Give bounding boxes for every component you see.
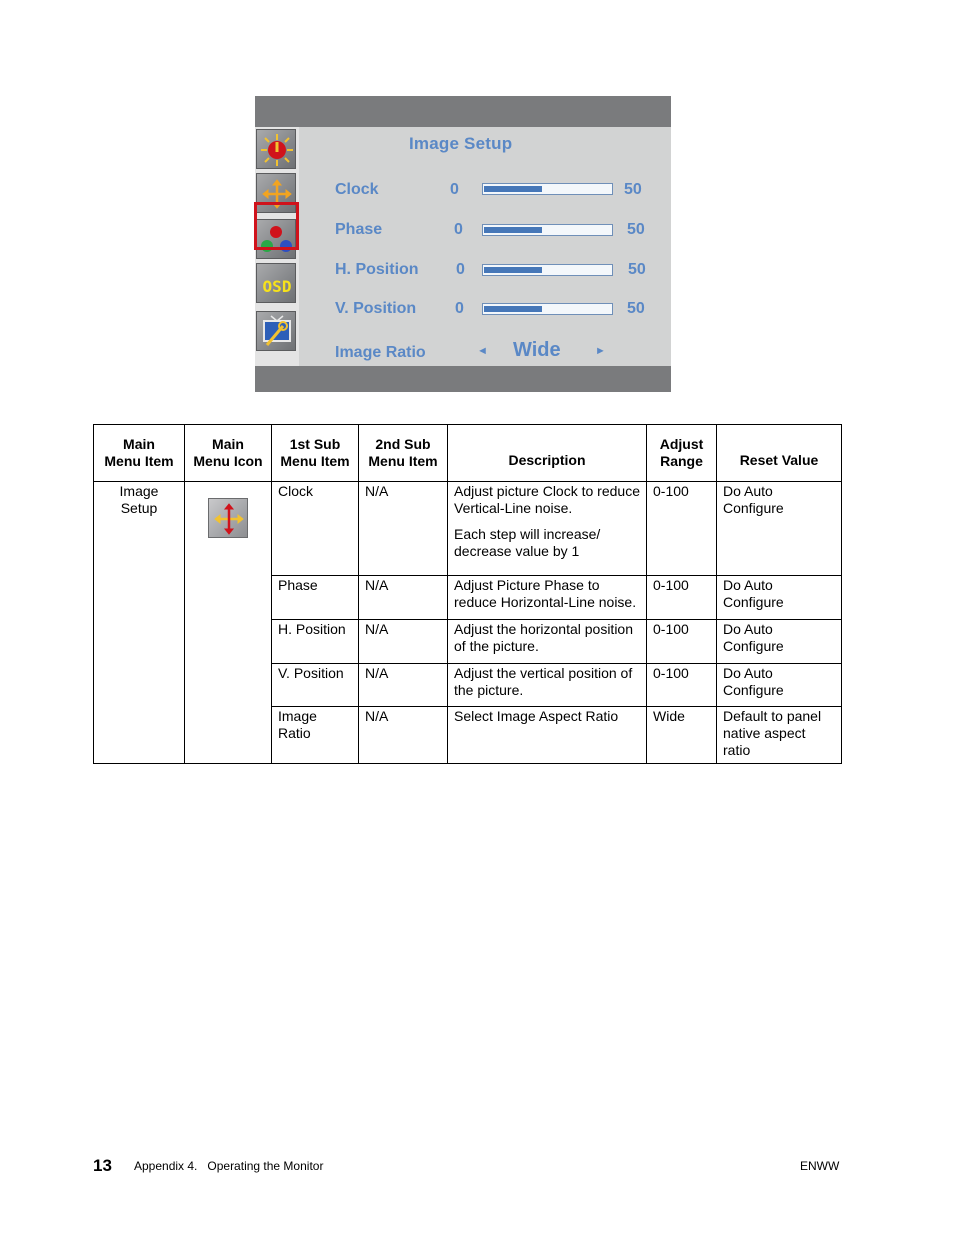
reset-text: Default to panel native aspect ratio	[723, 708, 822, 758]
table-header-row	[94, 425, 842, 482]
osd-h-position-slider[interactable]	[482, 264, 613, 276]
sub2-text: N/A	[365, 483, 389, 499]
main-menu-item-cell	[94, 482, 185, 764]
header-text: Description	[508, 451, 586, 468]
header-text: Range	[660, 453, 703, 469]
main-item-text: Image	[119, 483, 159, 499]
reset-text: Do Auto Configure	[723, 483, 784, 516]
osd-v-position-value: 50	[627, 300, 645, 317]
header-text: 2nd Sub	[375, 436, 431, 452]
reset-cell	[717, 664, 842, 707]
osd-top-bar	[255, 96, 671, 127]
sub2-cell	[359, 482, 448, 576]
reset-text: Do Auto Configure	[723, 621, 784, 654]
sub1-text: V. Position	[278, 665, 344, 681]
description-cell	[448, 707, 647, 764]
range-cell	[647, 576, 717, 620]
description-text: Adjust the horizontal position of the picture.	[454, 621, 633, 654]
osd-phase-slider[interactable]	[482, 224, 613, 236]
osd-image-ratio-label: Image Ratio	[335, 344, 426, 361]
range-cell	[647, 664, 717, 707]
range-text: Wide	[653, 708, 685, 724]
range-text: 0-100	[653, 577, 689, 593]
osd-v-position-slider-fill	[484, 306, 542, 312]
range-cell	[647, 620, 717, 664]
description-cell	[448, 664, 647, 707]
description-extra-text: Each step will increase/ decrease value by 1	[454, 526, 601, 559]
header-text: Adjust	[659, 436, 704, 452]
sub1-cell	[272, 576, 359, 620]
osd-h-position-min: 0	[456, 261, 465, 278]
menu-table	[93, 424, 842, 764]
range-cell	[647, 707, 717, 764]
main-item-text: Setup	[120, 500, 158, 516]
footer-section-title: Appendix 4. Operating the Monitor	[134, 1159, 324, 1173]
sub2-cell	[359, 620, 448, 664]
sub2-text: N/A	[365, 577, 389, 593]
header-text: Menu Item	[280, 453, 350, 469]
range-text: 0-100	[653, 621, 689, 637]
osd-h-position-value: 50	[628, 261, 646, 278]
sub1-text: Image Ratio	[278, 708, 317, 741]
description-text: Adjust Picture Phase to reduce Horizontal-Line noise.	[454, 577, 637, 610]
osd-phase-value: 50	[627, 221, 645, 238]
description-cell	[448, 482, 647, 576]
selected-icon-highlight	[254, 202, 299, 250]
sub2-cell	[359, 576, 448, 620]
description-text: Select Image Aspect Ratio	[454, 708, 619, 724]
brightness-icon[interactable]	[256, 129, 296, 169]
management-icon[interactable]	[256, 311, 296, 351]
description-text: Adjust the vertical position of the picture.	[454, 665, 633, 698]
sub2-text: N/A	[365, 665, 389, 681]
osd-clock-slider[interactable]	[482, 183, 613, 195]
reset-text: Do Auto Configure	[723, 577, 784, 610]
header-main-menu-icon	[185, 425, 272, 482]
page-number: 13	[93, 1156, 112, 1175]
header-text: Menu Icon	[193, 453, 263, 469]
range-text: 0-100	[653, 665, 689, 681]
sub1-cell	[272, 664, 359, 707]
header-text: Reset Value	[739, 451, 819, 468]
osd-ratio-left-arrow-icon[interactable]: ◄	[477, 345, 488, 357]
header-reset-value	[717, 425, 842, 482]
osd-screenshot	[255, 96, 671, 392]
osd-v-position-min: 0	[455, 300, 464, 317]
reset-cell	[717, 482, 842, 576]
header-description	[448, 425, 647, 482]
osd-clock-label: Clock	[335, 181, 379, 198]
osd-icon-text: OSD	[262, 277, 292, 296]
header-main-menu-item	[94, 425, 185, 482]
osd-v-position-label: V. Position	[335, 300, 417, 317]
header-text: 1st Sub	[289, 436, 341, 452]
header-text: Menu Item	[104, 453, 174, 469]
header-adjust-range	[647, 425, 717, 482]
osd-settings-icon[interactable]	[256, 263, 296, 303]
image-setup-icon	[208, 498, 248, 538]
osd-icon-column	[255, 127, 299, 366]
osd-clock-slider-fill	[484, 186, 542, 192]
sub1-text: Phase	[278, 577, 318, 593]
osd-ratio-right-arrow-icon[interactable]: ►	[595, 345, 606, 357]
sub2-cell	[359, 707, 448, 764]
reset-text: Do Auto Configure	[723, 665, 784, 698]
header-text: Menu Item	[368, 453, 438, 469]
osd-phase-min: 0	[454, 221, 463, 238]
sub1-cell	[272, 482, 359, 576]
sub1-cell	[272, 707, 359, 764]
osd-clock-min: 0	[450, 181, 459, 198]
range-text: 0-100	[653, 483, 689, 499]
osd-phase-slider-fill	[484, 227, 542, 233]
sub1-cell	[272, 620, 359, 664]
range-cell	[647, 482, 717, 576]
header-text: Main	[212, 436, 244, 452]
table-row	[94, 482, 842, 576]
header-2nd-sub-menu-item	[359, 425, 448, 482]
osd-image-ratio-value: Wide	[513, 339, 561, 361]
description-text: Adjust picture Clock to reduce Vertical-Line noise.	[454, 483, 640, 516]
sub1-text: H. Position	[278, 621, 346, 637]
osd-clock-value: 50	[624, 181, 642, 198]
reset-cell	[717, 620, 842, 664]
sub1-text: Clock	[278, 483, 314, 499]
osd-phase-label: Phase	[335, 221, 383, 238]
description-cell	[448, 620, 647, 664]
osd-bottom-bar	[255, 366, 671, 392]
osd-h-position-slider-fill	[484, 267, 542, 273]
main-menu-icon-cell	[185, 482, 272, 764]
osd-v-position-slider[interactable]	[482, 303, 613, 315]
osd-h-position-label: H. Position	[335, 261, 419, 278]
reset-cell	[717, 576, 842, 620]
header-1st-sub-menu-item	[272, 425, 359, 482]
sub2-text: N/A	[365, 708, 389, 724]
sub2-cell	[359, 664, 448, 707]
header-text: Main	[123, 436, 155, 452]
sub2-text: N/A	[365, 621, 389, 637]
footer-doc-code: ENWW	[800, 1159, 840, 1173]
reset-cell	[717, 707, 842, 764]
description-cell	[448, 576, 647, 620]
osd-title: Image Setup	[409, 134, 513, 153]
